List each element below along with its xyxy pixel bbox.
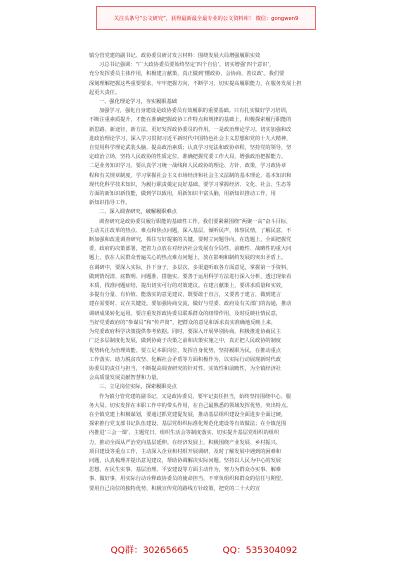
body-text-line: 在全镇党建上积极谋划，要通过抓党建促发展，推动基层组织建设全面进步全面过硬， [89,411,287,418]
body-text-line: 委、政府的决策部署，把着力点放在对经济社会发展有全局性、前瞻性、战略性的重大问 [89,246,292,253]
body-text-line: 工作落实、助力脱贫攻坚、化解社会矛盾等方面积极作为，以实际行动展现新时代政 [89,356,281,363]
section-heading: 三、立足岗位实际，探索履职亮点 [99,384,177,391]
body-text-line: 调查研究是政协委员履行职能的基础性工作。我们要紧紧围绕“两聚一高”奋斗目标， [99,218,292,225]
document-title-line: 镇分管党建的副书记、政协委员研讨发言材料：围绕发展大局增强履职实效 [89,53,261,59]
body-text-line: 多提有分量、有价值、能落实的意见建议，既要敢于直言，又要善于建言，做到建言 [89,292,281,299]
banner-text: 关注头条号“公文研究”，获得最新最全最专业的公文资料库！ 微信：gongwen9 [113,15,299,22]
body-text-line: 深刻理解把握这些重要要求，牢牢把握方向，不断学习，切实提高履职能力，在服务发展上担 [89,80,302,87]
body-text-line: 为党委政府科学决策提供参考依据。同时，要深入开展界别协商，积极推进协商民主 [89,329,281,336]
body-text-line: 当好党委政府的“参谋员”和“传声筒”，把群众的意见和诉求真实准确地反映上来， [89,319,277,326]
body-text-line: 问题，认真梳理并提出意见建议，帮助协调解决实际问题。坚持以人民为中心的发展 [89,457,281,464]
body-text-line: 内推进‘三会一课’、主题党日、组织生活会等制度落实，切实提升基层党组织的组织 [89,430,280,437]
body-text-line: 新知识指导工作。 [89,200,131,207]
body-text-line: 习总书记强调：“广大政协委员要始终坚定‘四个自信’，切实增强‘四个意识’， [99,62,275,69]
body-text-line: 会高质量发展贡献智慧和力量。 [89,375,162,382]
body-text-line: 优势转化为治理效能。要立足本职岗位，发挥自身优势，坚持履职为民，在推动重点 [89,347,281,354]
body-text-line: 方面的新知识新技能，做到学以致用，用新知识丰富头脑，用新知识推动工作，用 [89,191,276,198]
body-text-line: 进政治理论学习，深入学习贯彻习近平新时代中国特色社会主义思想和党的十九大精神， [89,135,292,142]
body-text-line: 程和有关规章制度，学习掌握社会主义市场经济和社会主义法制的基本理论，基本知识和 [89,172,292,179]
body-text-line: 加强学习，强化自身建设是政协委员有效履职的重要基础。只有扎实做好学习培训， [99,108,291,115]
body-text-line: 充分发挥委员主体作用，积极建言献策，真正做到‘懂政协、会协商、善议政’。我们要 [89,71,285,78]
body-text-line: 思想，在民生实事、基层治理、平安建设等方面主动作为，努力为群众办实事、解难 [89,467,281,474]
footer-qq: QQ：535304092 [222,546,298,556]
body-text-line: 建在需要时、议在关键处。要加强协商交流，做好与党委、政府及有关部门的沟通，推动 [89,301,292,308]
body-text-line: 广泛多层制度化发展，做到协商于决策之前和决策实施之中，真正把人民政协的制度 [89,338,281,345]
footer [0,543,408,557]
body-text-line: 作为镇分管党建的副书记，又是政协委员，要牢记责任担当，始终坚持围绕中心、服 [99,393,291,400]
body-text-line: 在调研中，要深入实际，扑下身子，多层次、多渠道听取各方面意见，掌握第一手资料， [89,264,292,271]
body-text-line: 定政治立场，坚持人民政协的性质定位，准确把握党委工作大局，增强政治把握能力。 [89,154,287,161]
body-text-line: 新思路、新途径，新方法，更好发挥政协委员的作用。一是政治理论学习。切实加强和改 [89,126,292,133]
body-text-line: 题上，放在人民群众普遍关心的热点难点问题上，放在影响和制约发展的突出矛盾上。 [89,255,287,262]
body-text-line: 务大局。切实发挥在本职工作中的带头作用，在自己最熟悉的领域发挥优势，突出特点。 [89,402,292,409]
body-text-line: 协委员的责任与担当，不断提高调查研究的针对性、实效性和前瞻性，为全镇经济社 [89,365,281,372]
body-text-line: 主动关注改革的热点、难点和焦点问题，深入基层，倾听民声，体察民情，了解民意，不 [89,227,292,234]
header-banner [96,6,316,30]
body-text-line: 探索推行党支部书记队伍建设、基层党组织标准化规范化建设等有效做法；在全镇范围 [89,421,287,428]
body-text-line: 起更大责任。 [89,89,121,96]
section-heading: 一、强化理论学习，夯实履职基础 [99,99,177,106]
body-text-line: 二是业务知识学习。要认真学习统一战线和人民政协的理论、方针、政策，学习政协章 [89,163,287,170]
body-text-line: 调研成果转化运用。要注重发挥政协委员联系群众的纽带作用，及时反映社情民意， [89,310,281,317]
body-text-line: 现代化科学技术知识，为履行职责奠定良好基础。要学习掌握经济、文化、社会、生态等 [89,181,292,188]
body-text-line: 项目建设等重点工作，主动深入企业和村组开展调研，及时了解发展中遇到的困难和 [89,448,281,455]
body-text-line: 本质，找准问题症结，提出切实可行的对策建议。在建言献策上，要讲求质量和实效， [89,283,287,290]
section-heading: 二、深入调查研究，破解履职难点 [99,209,177,216]
body-text-line: 事、做好事，用实际行动诠释政协委员的使命担当，不辜负组织和群众的信任与期望。 [89,476,287,483]
body-text-line: 不断注重素质提升，才能在准确把握政协工作特点和规律的基础上，积极探索履行职能的 [89,117,292,124]
footer-qq-group: QQ群：30265665 [110,546,189,556]
body-text-line: 力，推动全面从严治党向基层延伸。在经济发展上，积极围绕产业发展、乡村振兴、 [89,439,281,446]
body-text-line: 做到情况清、底数明、问题准、措施实。要善于运用科学方法进行深入分析，透过现象看 [89,273,292,280]
document-body [89,52,327,532]
body-text-line: 自觉用科学理论武装头脑，提高政治素质；认真学习宪法和政协章程，坚持党的领导，坚 [89,145,292,152]
body-text-line: 断加强和改进调查研究，抓住写好提案的关键。要树立问题导向，在选题上，全面把握党 [89,237,292,244]
body-text-line: 要用自己岗位的独特优势，积极宣传党的路线方针政策，把党的二十大的宣 [89,485,261,492]
